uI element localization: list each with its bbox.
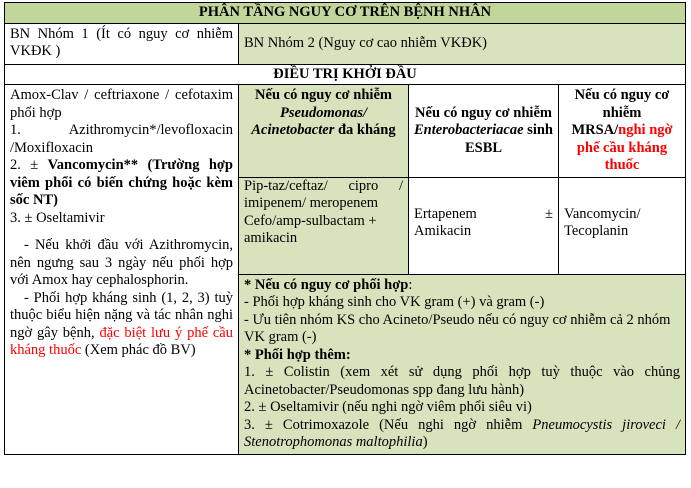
spacer [10, 227, 233, 237]
col1-header [239, 85, 409, 178]
col2-head-a: Nếu có nguy cơ nhiễm [415, 104, 552, 121]
left-line3 [10, 157, 233, 210]
combo-h1-colon: : [408, 276, 413, 293]
col1-head-b: đa kháng [334, 122, 396, 138]
col2-head-b: sinh ESBL [464, 122, 553, 156]
combo-h1 [244, 277, 680, 295]
group1-treatment-cell [5, 85, 239, 455]
col3-head-red: nghi ngờ phế cầu kháng thuốc [576, 122, 673, 173]
left-note2-black: - Phối hợp kháng sinh (1, 2, 3) tuỳ thuộc biểu hiện nặng và tác nhân nghi ngờ gây bệnh, [10, 289, 233, 341]
left-line1: Amox-Clav / ceftriaxone / cefotaxim phối hợp [10, 87, 233, 121]
col1-body-1: Pip-taz/ceftaz/ cipro / imipenem/ meropenem [244, 177, 403, 211]
col1-head-italic: Pseudomonas/ Acinetobacter [251, 104, 367, 138]
combo-l1: - Phối hợp kháng sinh cho VK gram (+) và gram (-) [244, 294, 545, 310]
left-line2: 1. Azithromycin*/levofloxacin /Moxifloxacin [10, 122, 233, 156]
table-title: PHÂN TẦNG NGUY CƠ TRÊN BỆNH NHÂN [5, 3, 686, 24]
left-note2-tail: (Xem phác đồ BV) [84, 342, 196, 358]
treatment-table [4, 2, 686, 455]
combo-h2: * Phối hợp thêm: [244, 346, 351, 363]
combo-l5-b: ) [422, 434, 428, 450]
left-note2-red: đặc biệt lưu ý phế cầu kháng thuốc [10, 324, 233, 358]
combo-l3: 1. ± Colistin (xem xét sử dụng phối hợp tuỳ thuộc vào chủng Acinetobacter/Pseudomonas spp đang lưu hành) [244, 364, 680, 398]
col3-body: Vancomycin/ Tecoplanin [559, 177, 686, 274]
title-row [5, 3, 686, 24]
combo-cell [239, 274, 686, 454]
group-row [5, 23, 686, 64]
left-line3-prefix: 2. ± [10, 157, 48, 173]
col2-body-a: Ertapenem [414, 205, 477, 222]
left-note1: - Nếu khởi đầu với Azithromycin, nên ngưng sau 3 ngày nếu phối hợp với Amox hay cephalosphorin. [10, 237, 233, 288]
left-line4: 3. ± Oseltamivir [10, 209, 105, 226]
col1-body [239, 177, 409, 274]
left-line3-bold: Vancomycin** (Trường hợp viêm phổi có biến chứng hoặc kèm sốc NT) [10, 157, 233, 208]
left-note2 [10, 290, 233, 360]
col1-body-2: Cefo/amp-sulbactam + amikacin [244, 212, 377, 246]
col2-head-italic: Enterobacteriacae [414, 122, 524, 138]
col2-body-line [414, 206, 553, 224]
combo-l2: - Ưu tiên nhóm KS cho Acineto/Pseudo nếu có nguy cơ nhiễm cả 2 nhóm VK gram (-) [244, 311, 671, 345]
col2-body-b: Amikacin [414, 223, 472, 239]
combo-l5-italic: Pneumocystis jiroveci / Stenotrophomonas maltophilia [244, 416, 680, 450]
combo-l5-a: 3. ± Cotrimoxazole (Nếu nghi ngờ nhiễm [244, 416, 533, 433]
combo-l4: 2. ± Oseltamivir (nếu nghi ngờ viêm phổi siêu vi) [244, 399, 532, 415]
group1-cell: BN Nhóm 1 (Ít có nguy cơ nhiễm VKĐK ) [5, 23, 239, 64]
col1-head-a: Nếu có nguy cơ nhiễm [255, 87, 392, 103]
header-row [5, 85, 686, 178]
group2-cell: BN Nhóm 2 (Nguy cơ cao nhiễm VKĐK) [239, 23, 686, 64]
section-title: ĐIỀU TRỊ KHỞI ĐẦU [5, 64, 686, 85]
section-row [5, 64, 686, 85]
col2-body-b1: ± [545, 205, 553, 222]
col2-body [409, 177, 559, 274]
combo-l5 [244, 417, 680, 452]
combo-h1-text: * Nếu có nguy cơ phối hợp [244, 276, 409, 293]
col3-header [559, 85, 686, 178]
col2-header [409, 85, 559, 178]
col3-head-a: Nếu có nguy cơ nhiễm MRSA/ [571, 87, 670, 138]
